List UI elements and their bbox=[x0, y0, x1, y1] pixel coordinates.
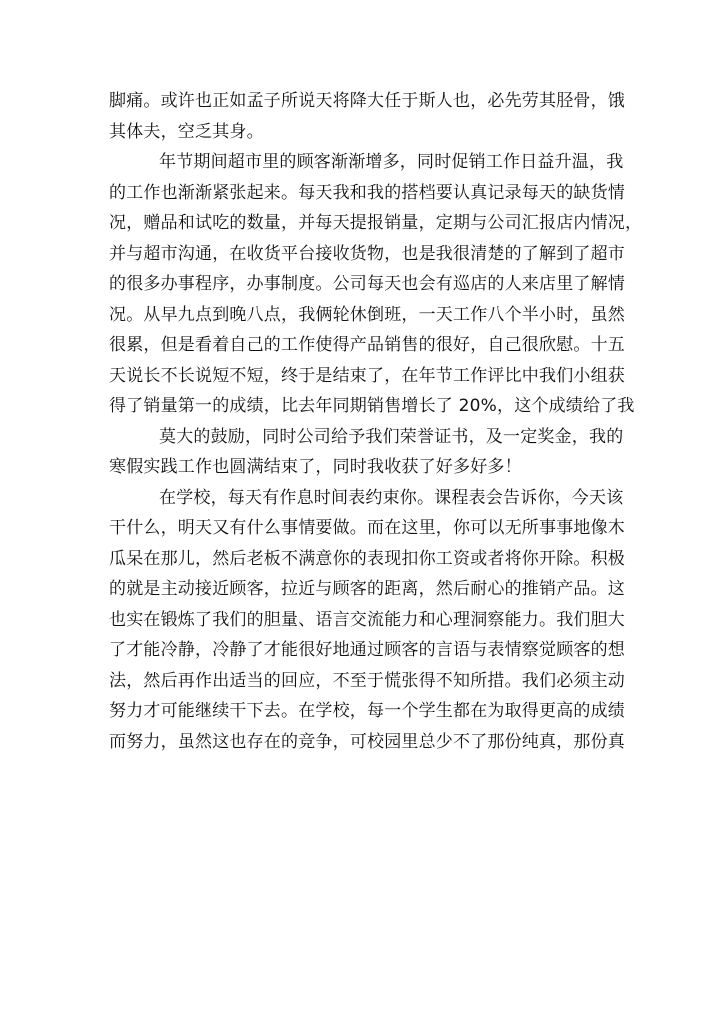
text-line: 天说长不长说短不短，终于是结束了，在年节工作评比中我们小组获 bbox=[109, 365, 625, 386]
text-line: 脚痛。或许也正如孟子所说天将降大任于斯人也，必先劳其胫骨，饿 bbox=[109, 91, 625, 111]
text-line: 瓜呆在那儿，然后老板不满意你的表现扣你工资或者将你开除。积极 bbox=[109, 548, 625, 569]
text-line: 很累，但是看着自己的工作使得产品销售的很好，自己很欣慰。十五 bbox=[109, 335, 625, 355]
body-text bbox=[109, 86, 643, 757]
text-line: 干什么，明天又有什么事情要做。而在这里，你可以无所事事地像木 bbox=[109, 518, 625, 538]
text-line: 得了销量第一的成绩，比去年同期销售增长了 20%，这个成绩给了我 bbox=[109, 396, 635, 416]
text-line: 莫大的鼓励，同时公司给予我们荣誉证书，及一定奖金，我的 bbox=[159, 426, 624, 447]
text-line: 年节期间超市里的顾客渐渐增多，同时促销工作日益升温，我 bbox=[159, 152, 624, 172]
text-line: 并与超市沟通，在收货平台接收货物，也是我很清楚的了解到了超市 bbox=[109, 243, 625, 264]
text-line: 在学校，每天有作息时间表约束你。课程表会告诉你，今天该 bbox=[159, 487, 624, 508]
text-line: 况，赠品和试吃的数量，并每天提报销量，定期与公司汇报店内情况， bbox=[109, 213, 643, 233]
text-line: 况。从早九点到晚八点，我俩轮休倒班，一天工作八个半小时，虽然 bbox=[109, 304, 625, 325]
text-line: 的很多办事程序，办事制度。公司每天也会有巡店的人来店里了解情 bbox=[109, 274, 625, 294]
text-line: 努力才可能继续干下去。在学校，每一个学生都在为取得更高的成绩 bbox=[109, 701, 625, 721]
text-line: 的就是主动接近顾客，拉近与顾客的距离，然后耐心的推销产品。这 bbox=[109, 579, 625, 599]
text-line: 其体夫，空乏其身。 bbox=[109, 121, 264, 142]
text-line: 了才能冷静，冷静了才能很好地通过顾客的言语与表情察觉顾客的想 bbox=[109, 640, 625, 660]
text-line: 寒假实践工作也圆满结束了，同时我收获了好多好多！ bbox=[109, 457, 522, 477]
text-line: 的工作也渐渐紧张起来。每天我和我的搭档要认真记录每天的缺货情 bbox=[109, 182, 625, 203]
text-line: 法，然后再作出适当的回应，不至于慌张得不知所措。我们必须主动 bbox=[109, 670, 625, 691]
text-line: 也实在锻炼了我们的胆量、语言交流能力和心理洞察能力。我们胆大 bbox=[109, 609, 625, 630]
text-line: 而努力，虽然这也存在的竞争，可校园里总少不了那份纯真，那份真 bbox=[109, 731, 625, 752]
